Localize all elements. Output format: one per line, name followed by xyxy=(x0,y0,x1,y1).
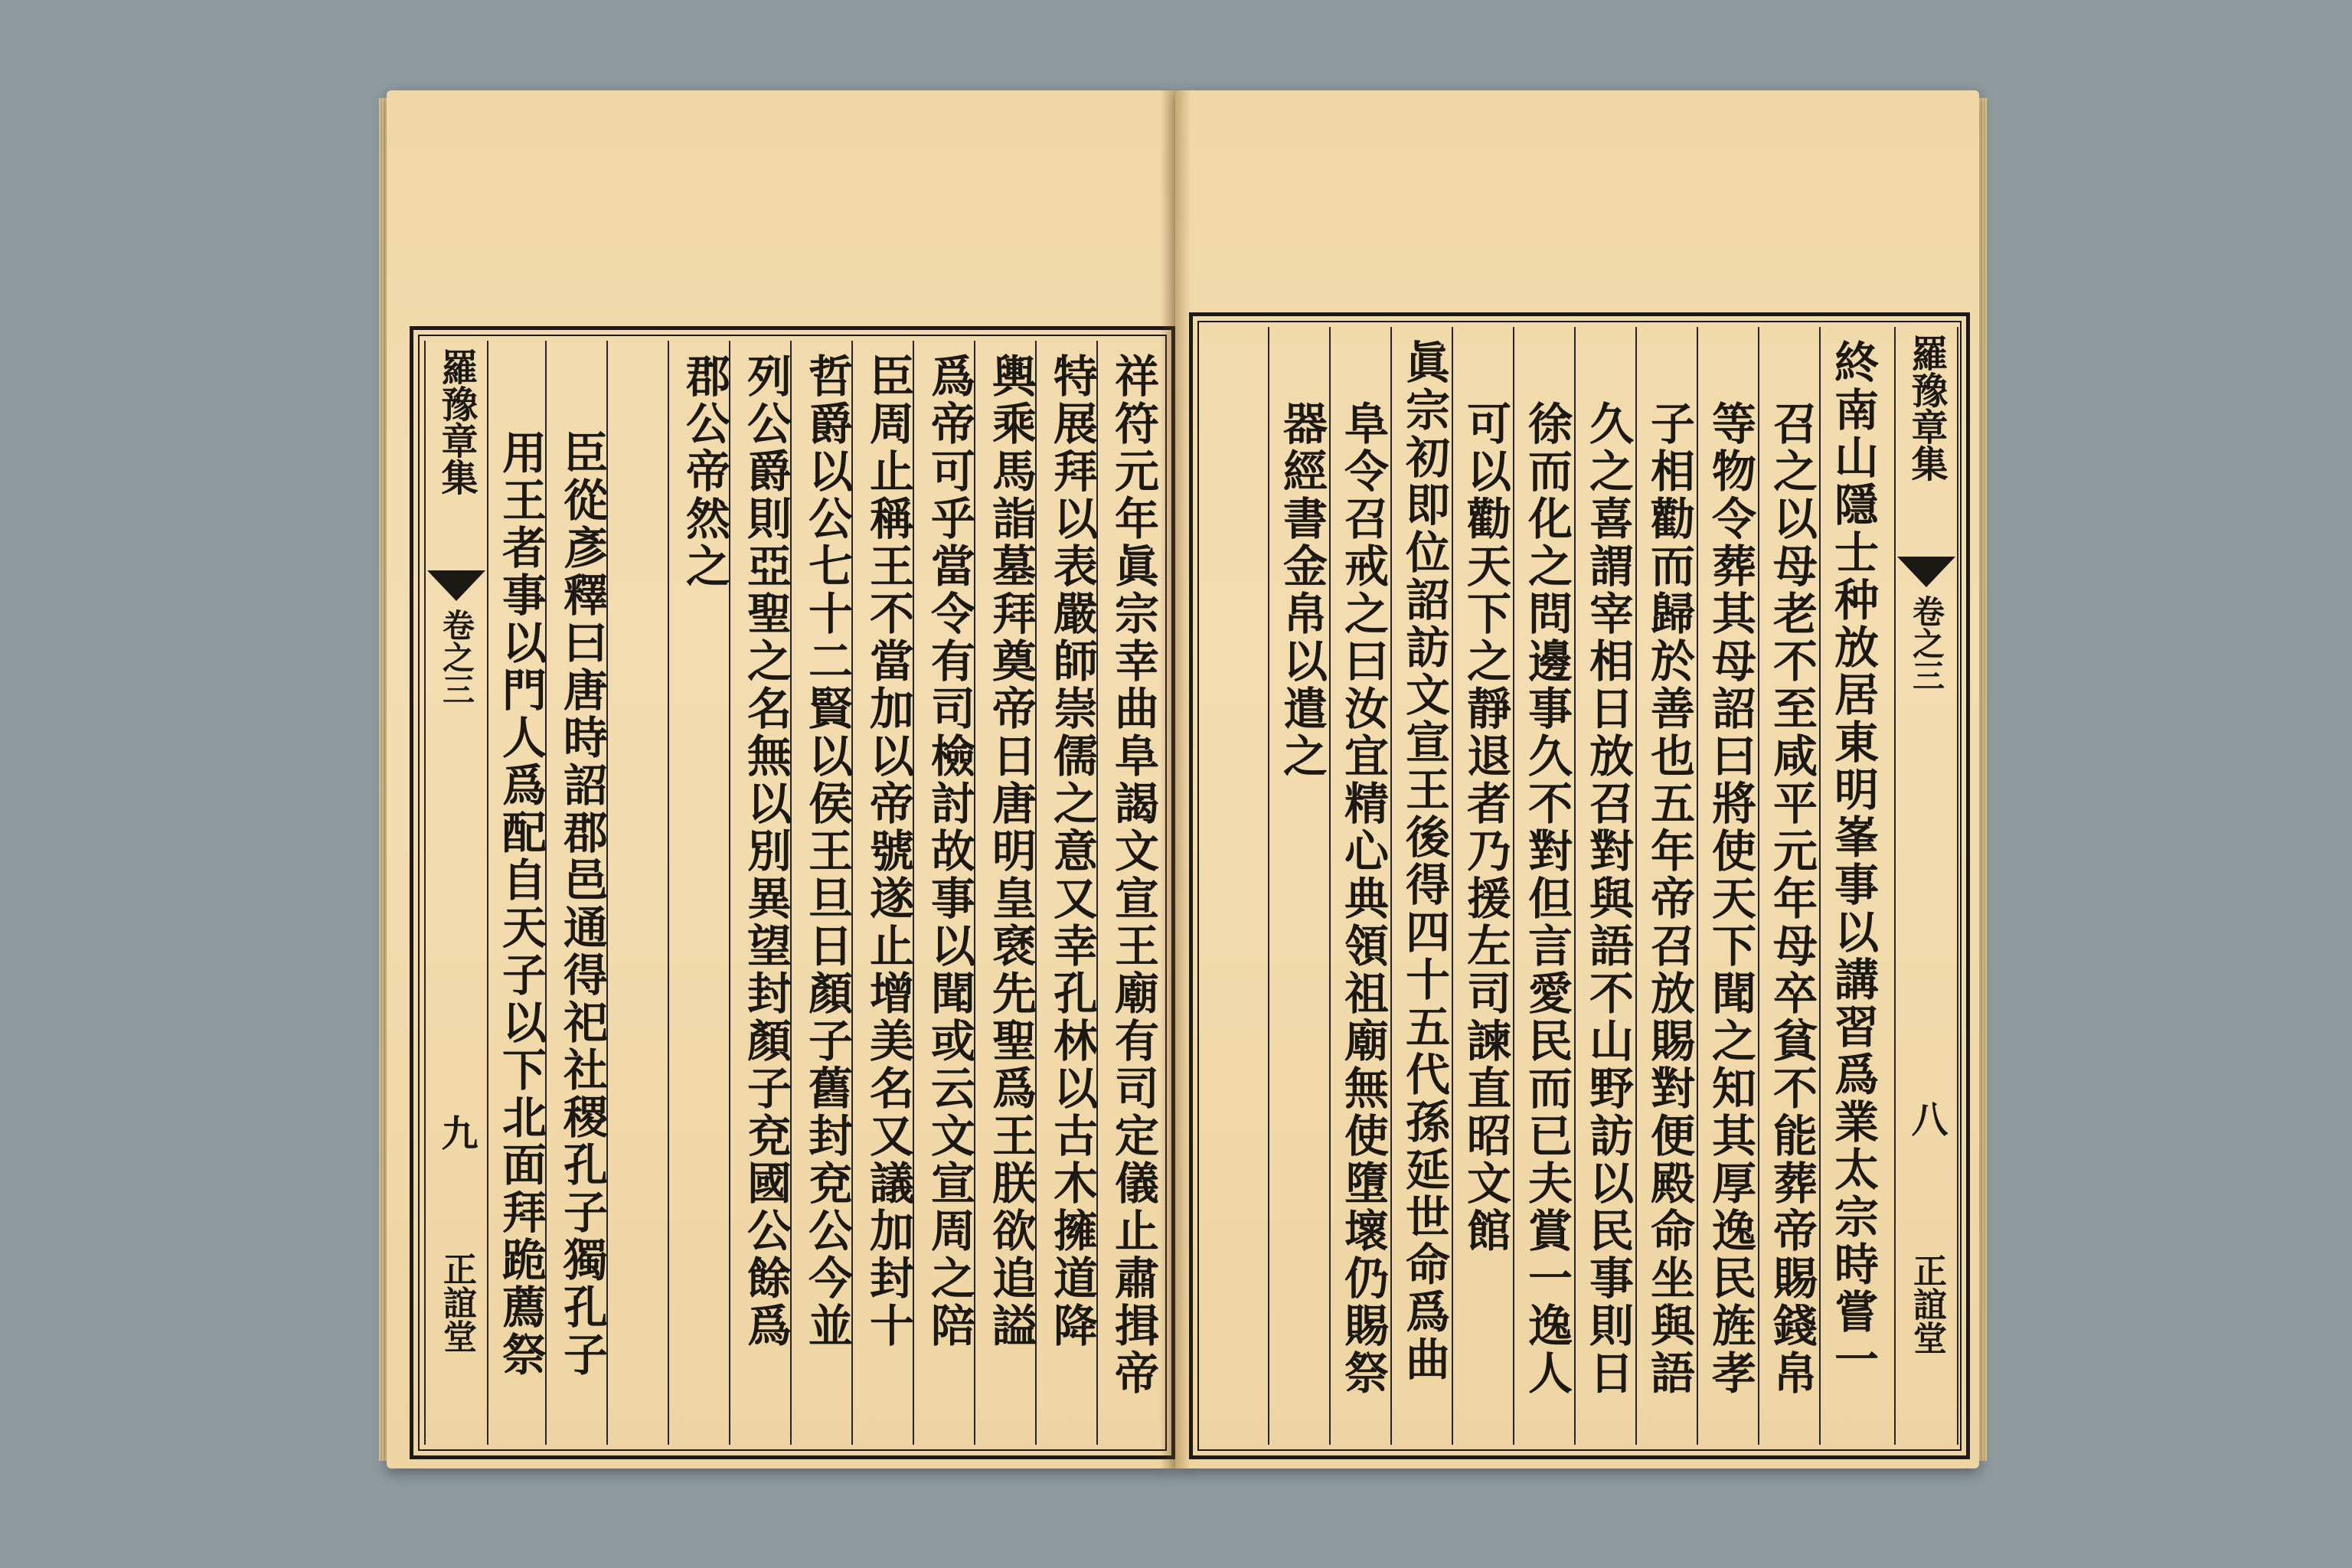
left-text-frame xyxy=(410,326,1175,1459)
left-spine-title: 羅豫章集 xyxy=(435,348,478,495)
right-col-2: 召之以母老不至咸平元年母卒貧不能葬帝賜錢帛 xyxy=(1766,400,1818,1397)
right-col-10: 器經書金帛以遣之 xyxy=(1276,400,1328,780)
right-col-4: 子相勸而歸於善也五年帝召放賜對便殿命坐與語 xyxy=(1643,400,1695,1397)
left-col-3: 輿乘馬詣墓拜奠帝日唐明皇褎先聖爲王朕欲追謚 xyxy=(985,353,1037,1350)
left-col-9 xyxy=(612,353,674,1432)
left-spine-folio: 九 xyxy=(435,1114,478,1151)
right-fish-tail-top xyxy=(1897,557,1955,587)
right-spine-folio: 八 xyxy=(1905,1100,1948,1137)
right-col-6: 徐而化之問邊事久不對但言愛民而已夫賞一逸人 xyxy=(1521,400,1573,1397)
left-col-4: 爲帝可乎當令有司檢討故事以聞或云文宣周之陪 xyxy=(923,353,975,1350)
left-col-2: 特展拜以表嚴師崇儒之意又幸孔林以古木擁道降 xyxy=(1046,353,1098,1350)
right-spine-title: 羅豫章集 xyxy=(1905,335,1948,482)
right-page xyxy=(1175,90,1979,1468)
left-spine-publisher: 正誼堂 xyxy=(437,1252,476,1353)
right-col-8: 眞宗初即位詔訪文宣王後得四十五代孫延世命爲曲 xyxy=(1398,339,1450,1383)
left-col-11: 用王者事以門人爲配自天子以下北面拜跪薦祭 xyxy=(495,430,547,1379)
right-col-1: 終南山隱士种放居東明峯事以講習爲業太宗時嘗一 xyxy=(1827,339,1879,1383)
right-col-9: 阜令召戒之曰汝宜精心典領祖廟無使墮壞仍賜祭 xyxy=(1337,400,1389,1397)
left-col-8: 郡公帝然之 xyxy=(678,353,730,590)
right-spine-publisher: 正誼堂 xyxy=(1907,1253,1946,1354)
left-col-5: 臣周止稱王不當加以帝號遂止增美名又議加封十 xyxy=(862,353,914,1350)
right-col-5: 久之喜謂宰相日放召對與語不山野訪以民事則日 xyxy=(1582,400,1634,1397)
right-col-7: 可以勸天下之靜退者乃援左司諫直昭文館 xyxy=(1459,400,1511,1255)
left-col-7: 列公爵則亞聖之名無以別異望封顏子兗國公餘爲 xyxy=(740,353,792,1350)
left-spine-volume: 卷之三 xyxy=(438,609,475,705)
book-gutter xyxy=(1160,90,1191,1468)
right-spine-band xyxy=(1894,327,1958,1445)
right-text-frame xyxy=(1189,312,1970,1459)
open-book xyxy=(387,90,1979,1468)
left-spine-band xyxy=(424,341,488,1445)
left-col-6: 哲爵以公七十二賢以侯王旦日顏子舊封兗公今並 xyxy=(801,353,853,1350)
left-col-1: 祥符元年眞宗幸曲阜謁文宣王廟有司定儀止肅揖帝 xyxy=(1107,353,1159,1397)
left-page xyxy=(387,90,1175,1468)
left-col-10: 臣從彥釋曰唐時詔郡邑通得祀社稷孔子獨孔子 xyxy=(556,430,608,1379)
left-fish-tail-top xyxy=(427,570,485,601)
right-col-3: 等物令葬其母詔曰將使天下聞之知其厚逸民旌孝 xyxy=(1704,400,1756,1397)
right-spine-volume: 卷之三 xyxy=(1908,595,1945,691)
